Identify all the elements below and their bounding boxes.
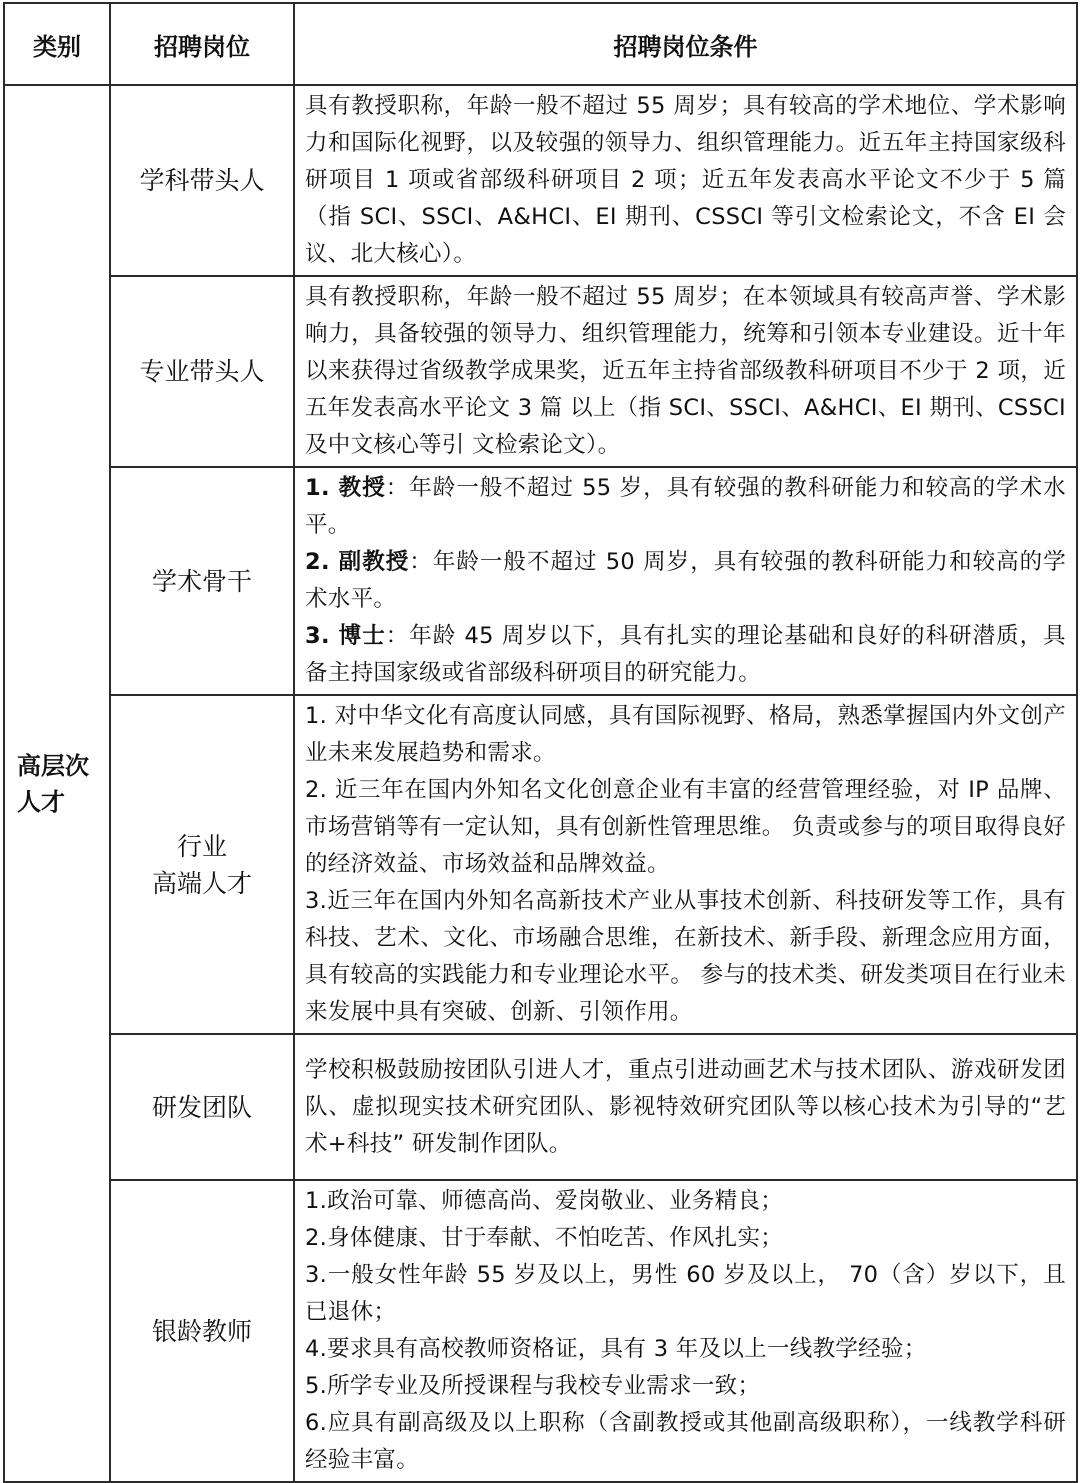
conditions-cell bbox=[294, 1034, 1077, 1180]
condition-text: 1. 对中华文化有高度认同感，具有国际视野、格局，熟悉掌握国内外文创产业未来发展趋势和需求。 bbox=[305, 703, 1066, 766]
condition-text: 4.要求具有高校教师资格证，具有 3 年及以上一线教学经验； bbox=[305, 1336, 927, 1362]
table-row bbox=[4, 85, 1077, 276]
condition-text: 3.一般女性年龄 55 岁及以上，男性 60 岁及以上， 70（含）岁以下，且已退休； bbox=[305, 1262, 1066, 1325]
condition-text: 具有教授职称，年龄一般不超过 55 周岁；具有较高的学术地位、学术影响力和国际化视野，以及较强的领导力、组织管理能力。近五年主持国家级科研项目 1 项或省部级科研项目 2 项；近五年发表高水平论文不少于 5 篇（指 SCI、SSCI、A&HCI、EI 期刊、CSSCI 等引文检索论文，不含 EI 会议、北大核心）。 bbox=[305, 93, 1066, 267]
condition-text: 1.政治可靠、师德高尚、爱岗敬业、业务精良； bbox=[305, 1188, 784, 1214]
condition-item bbox=[305, 618, 1066, 692]
position-cell: 银龄教师 bbox=[110, 1180, 294, 1482]
condition-text: ：年龄 45 周岁以下，具有扎实的理论基础和良好的科研潜质，具备主持国家级或省部级科研项目的研究能力。 bbox=[305, 623, 1066, 686]
position-cell: 学术骨干 bbox=[110, 467, 294, 695]
position-line: 高端人才 bbox=[151, 868, 252, 898]
position-line: 行业 bbox=[176, 831, 227, 861]
table-row bbox=[4, 1034, 1077, 1180]
position-cell bbox=[110, 695, 294, 1034]
conditions-cell bbox=[294, 1180, 1077, 1482]
condition-text: 学校积极鼓励按团队引进人才，重点引进动画艺术与技术团队、游戏研发团队、虚拟现实技术研究团队、影视特效研究团队等以核心技术为引导的“艺术+科技” 研发制作团队。 bbox=[305, 1056, 1066, 1157]
category-cell: 高层次人才 bbox=[4, 85, 110, 1482]
conditions-cell bbox=[294, 695, 1077, 1034]
condition-text: 具有教授职称，年龄一般不超过 55 周岁；在本领域具有较高声誉、学术影响力，具备较强的领导力、组织管理能力，统筹和引领本专业建设。近十年以来获得过省级教学成果奖，近五年主持省部级教科研项目不少于 2 项，近五年发表高水平论文 3 篇 以上（指 SCI、SSCI、A&HCI、EI 期刊、CSSCI 及中文核心等引 文检索论文）。 bbox=[305, 284, 1066, 458]
condition-text: 5.所学专业及所授课程与我校专业需求一致； bbox=[305, 1373, 761, 1399]
conditions-cell bbox=[294, 467, 1077, 695]
recruitment-table bbox=[3, 2, 1078, 1483]
condition-text: 2. 近三年在国内外知名文化创意企业有丰富的经营管理经验，对 IP 品牌、市场营销等有一定认知，具有创新性管理思维。 负责或参与的项目取得良好的经济效益、市场效益和品牌效益。 bbox=[305, 777, 1066, 877]
position-cell: 专业带头人 bbox=[110, 276, 294, 467]
header-row bbox=[4, 3, 1077, 85]
conditions-cell bbox=[294, 85, 1077, 276]
header-position: 招聘岗位 bbox=[110, 3, 294, 85]
condition-text: ：年龄一般不超过 50 周岁，具有较强的教科研能力和较高的学术水平。 bbox=[305, 549, 1067, 612]
condition-text: 2.身体健康、甘于奉献、不怕吃苦、作风扎实； bbox=[305, 1225, 784, 1251]
header-category: 类别 bbox=[4, 3, 110, 85]
condition-item bbox=[305, 544, 1066, 618]
condition-lead: 3. 博士 bbox=[305, 623, 386, 649]
table-row bbox=[4, 1180, 1077, 1482]
condition-text: ：年龄一般不超过 55 岁，具有较强的教科研能力和较高的学术水平。 bbox=[305, 475, 1066, 538]
header-conditions: 招聘岗位条件 bbox=[294, 3, 1077, 85]
table-row bbox=[4, 695, 1077, 1034]
conditions-cell bbox=[294, 276, 1077, 467]
table-row bbox=[4, 276, 1077, 467]
condition-item bbox=[305, 470, 1066, 544]
condition-lead: 1. 教授 bbox=[305, 475, 386, 501]
condition-lead: 2. 副教授 bbox=[305, 549, 410, 575]
position-cell: 学科带头人 bbox=[110, 85, 294, 276]
condition-text: 3.近三年在国内外知名高新技术产业从事技术创新、科技研发等工作，具有科技、艺术、文化、市场融合思维，在新技术、新手段、新理念应用方面，具有较高的实践能力和专业理论水平。 参与的技术类、研发类项目在行业未来发展中具有突破、创新、引领作用。 bbox=[305, 888, 1066, 1025]
position-cell: 研发团队 bbox=[110, 1034, 294, 1180]
condition-text: 6.应具有副高级及以上职称（含副教授或其他副高级职称），一线教学科研经验丰富。 bbox=[305, 1410, 1066, 1473]
table-row bbox=[4, 467, 1077, 695]
